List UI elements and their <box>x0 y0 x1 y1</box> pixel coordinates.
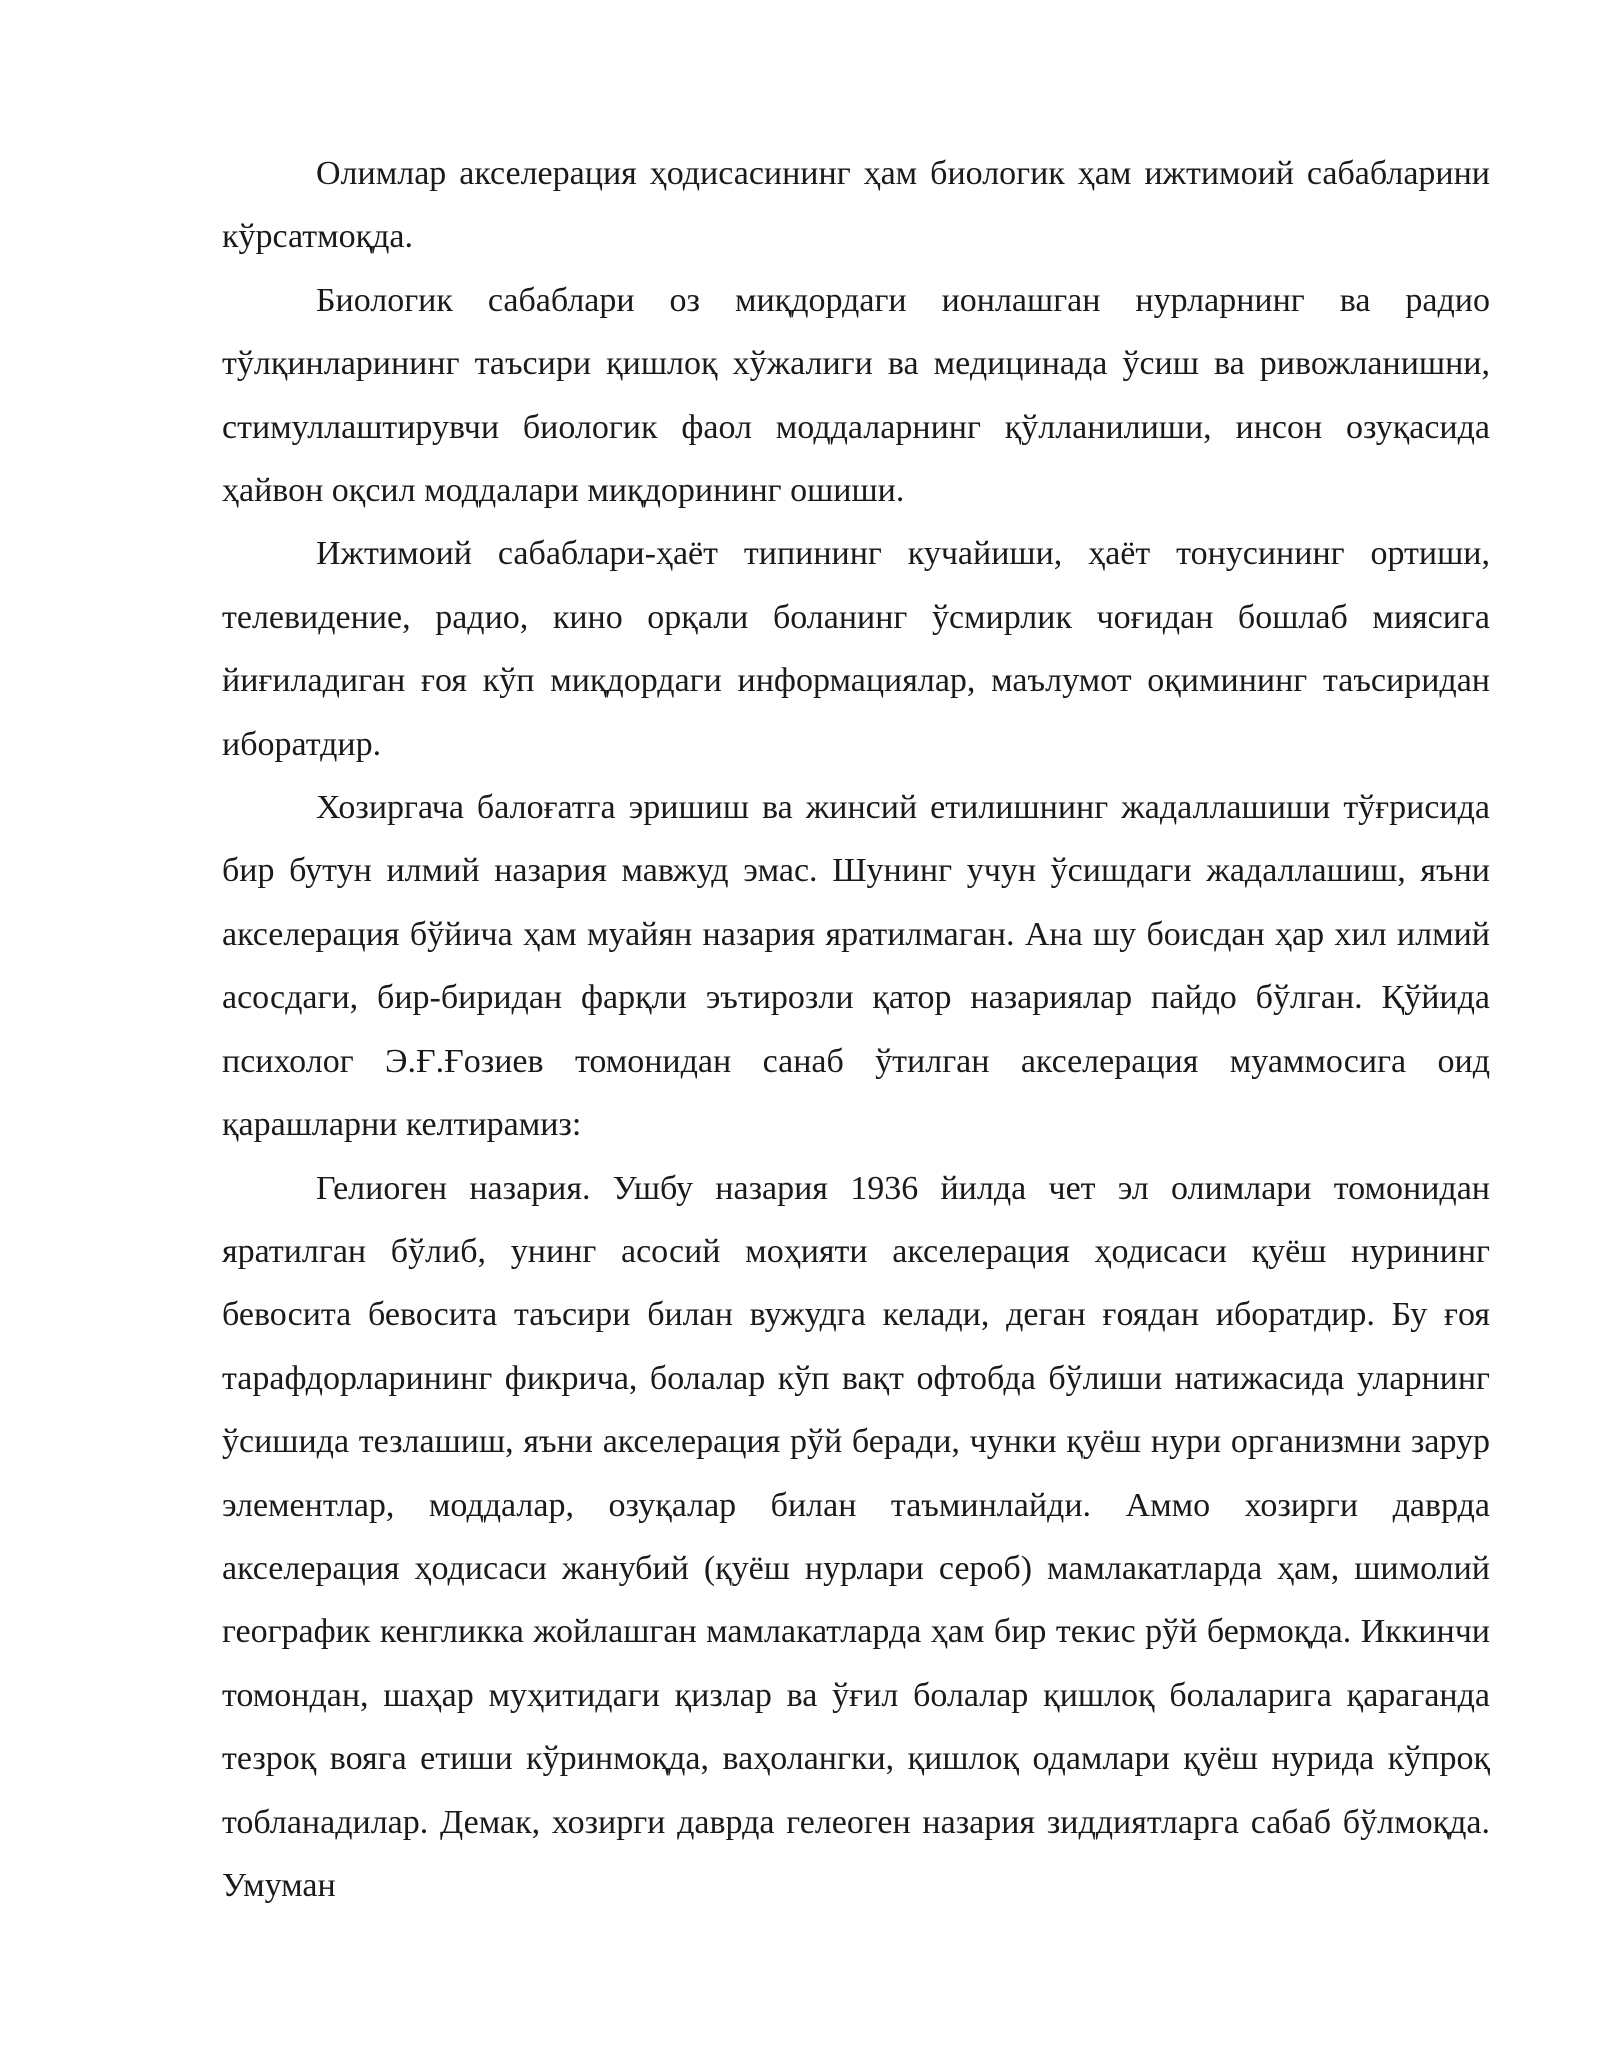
paragraph-causes-intro: Олимлар акселерация ҳодисасининг ҳам биологик ҳам ижтимоий сабабларини кўрсатмоқда. <box>222 155 1490 256</box>
paragraph-theories-overview: Хозиргача балоғатга эришиш ва жинсий етилишнинг жадаллашиши тўғрисида бир бутун илмий назария мавжуд эмас. Шунинг учун ўсишдаги жадаллашиш, яъни акселерация бўйича ҳам муайян назария яратилмаган. Ана шу боисдан ҳар хил илмий асосдаги, бир-биридан фарқли эътирозли қатор назариялар пайдо бўлган. Қўйида психолог Э.Ғ.Ғозиев томонидан санаб ўтилган акселерация муаммосига оид қарашларни келтирамиз: <box>222 789 1490 1144</box>
paragraph-heliogenic-theory: Гелиоген назария. Ушбу назария 1936 йилда чет эл олимлари томонидан яратилган бўлиб, унинг асосий моҳияти акселерация ҳодисаси қуёш нурининг бевосита бевосита таъсири билан вужудга келади, деган ғоядан иборатдир. Бу ғоя тарафдорларининг фикрича, болалар кўп вақт офтобда бўлиши натижасида уларнинг ўсишида тезлашиш, яъни акселерация рўй беради, чунки қуёш нури организмни зарур элементлар, моддалар, озуқалар билан таъминлайди. Аммо хозирги даврда акселерация ҳодисаси жанубий (қуёш нурлари сероб) мамлакатларда ҳам, шимолий географик кенгликка жойлашган мамлакатларда ҳам бир текис рўй бермоқда. Иккинчи томондан, шаҳар муҳитидаги қизлар ва ўғил болалар қишлоқ болаларига қараганда тезроқ вояга етиши кўринмоқда, ваҳолангки, қишлоқ одамлари қуёш нурида кўпроқ тобланадилар. Демак, хозирги даврда гелеоген назария зиддиятларга сабаб бўлмоқда. Умуман <box>222 1169 1490 1904</box>
paragraph-social-causes: Ижтимоий сабаблари-ҳаёт типининг кучайиши, ҳаёт тонусининг ортиши, телевидение, радио, кино орқали боланинг ўсмирлик чоғидан бошлаб миясига йиғиладиган ғоя кўп миқдордаги информациялар, маълумот оқимининг таъсиридан иборатдир. <box>222 535 1490 763</box>
document-body <box>222 142 1490 1917</box>
paragraph-biological-causes: Биологик сабаблари оз миқдордаги ионлашган нурларнинг ва радио тўлқинларининг таъсири қишлоқ хўжалиги ва медицинада ўсиш ва ривожланишни, стимуллаштирувчи биологик фаол моддаларнинг қўлланилиши, инсон озуқасида ҳайвон оқсил моддалари миқдорининг ошиши. <box>222 281 1490 510</box>
